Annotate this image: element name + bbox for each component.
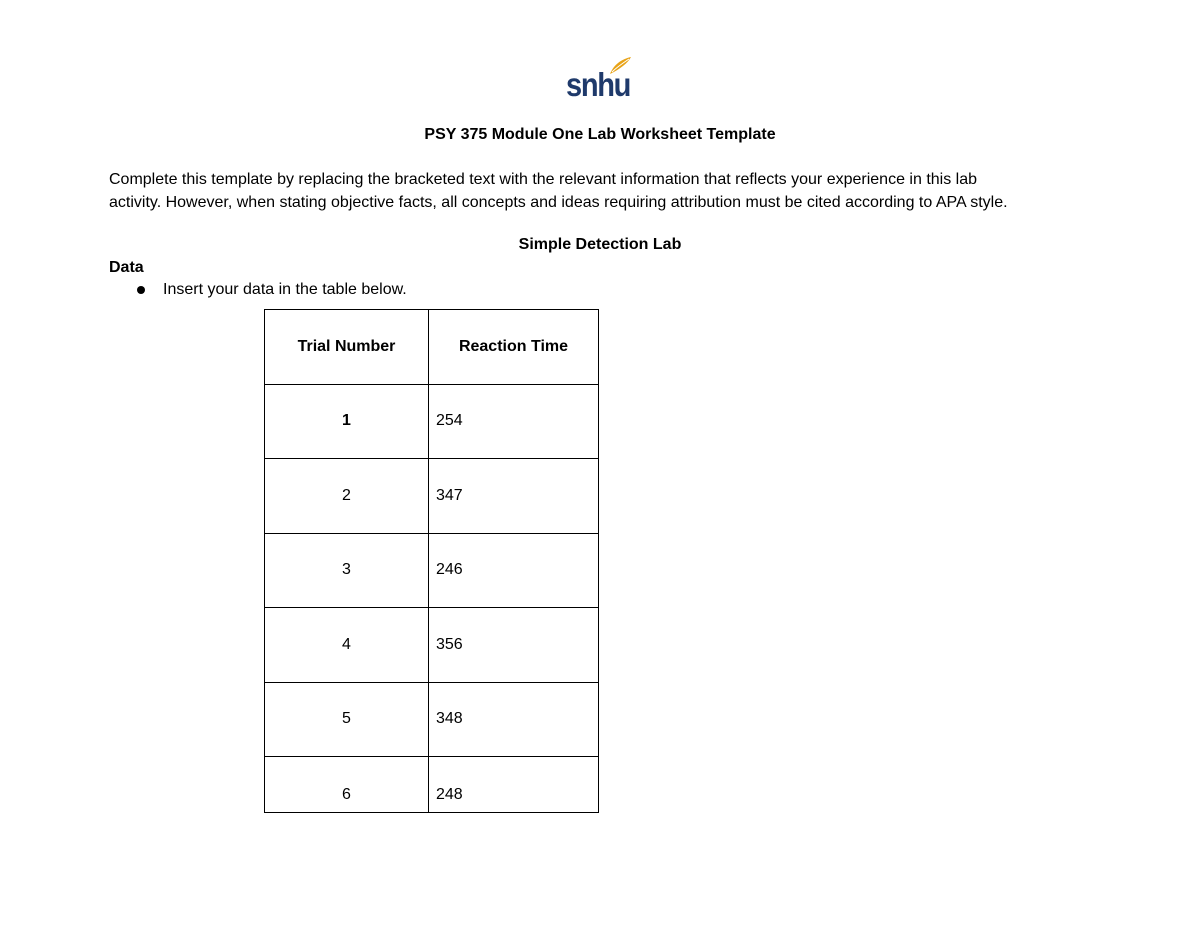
section-title: Simple Detection Lab: [518, 236, 682, 253]
data-table: [264, 309, 599, 813]
reaction-time-cell: 246: [429, 533, 599, 608]
reaction-time-cell: 248: [429, 757, 599, 813]
table-row: [265, 384, 599, 459]
reaction-time-cell: 356: [429, 608, 599, 683]
table-row: [265, 533, 599, 608]
trial-cell: 6: [265, 757, 429, 813]
table-row: [265, 459, 599, 534]
table-row: [265, 682, 599, 757]
table-row: [265, 757, 599, 813]
intro-paragraph: [109, 168, 1099, 214]
reaction-time-cell: 254: [429, 384, 599, 459]
document-title: PSY 375 Module One Lab Worksheet Template: [424, 126, 776, 143]
trial-cell: 2: [265, 459, 429, 534]
bullet-item: [137, 280, 407, 300]
header-reaction-time: Reaction Time: [429, 310, 599, 385]
bullet-text: Insert your data in the table below.: [163, 281, 407, 298]
intro-line: activity. However, when stating objective facts, all concepts and ideas requiring attribution must be cited according to APA style.: [109, 194, 1008, 211]
bullet-icon: [137, 286, 145, 294]
snhu-logo: [562, 56, 634, 104]
logo-text: snhu: [566, 66, 631, 103]
header-trial-number: Trial Number: [265, 310, 429, 385]
data-heading: Data: [109, 259, 144, 276]
intro-line: Complete this template by replacing the bracketed text with the relevant information that reflects your experience in this lab: [109, 171, 978, 188]
table-header-row: [265, 310, 599, 385]
trial-cell: 3: [265, 533, 429, 608]
trial-cell: 5: [265, 682, 429, 757]
trial-cell: 1: [265, 384, 429, 459]
trial-cell: 4: [265, 608, 429, 683]
table-row: [265, 608, 599, 683]
reaction-time-cell: 347: [429, 459, 599, 534]
reaction-time-cell: 348: [429, 682, 599, 757]
